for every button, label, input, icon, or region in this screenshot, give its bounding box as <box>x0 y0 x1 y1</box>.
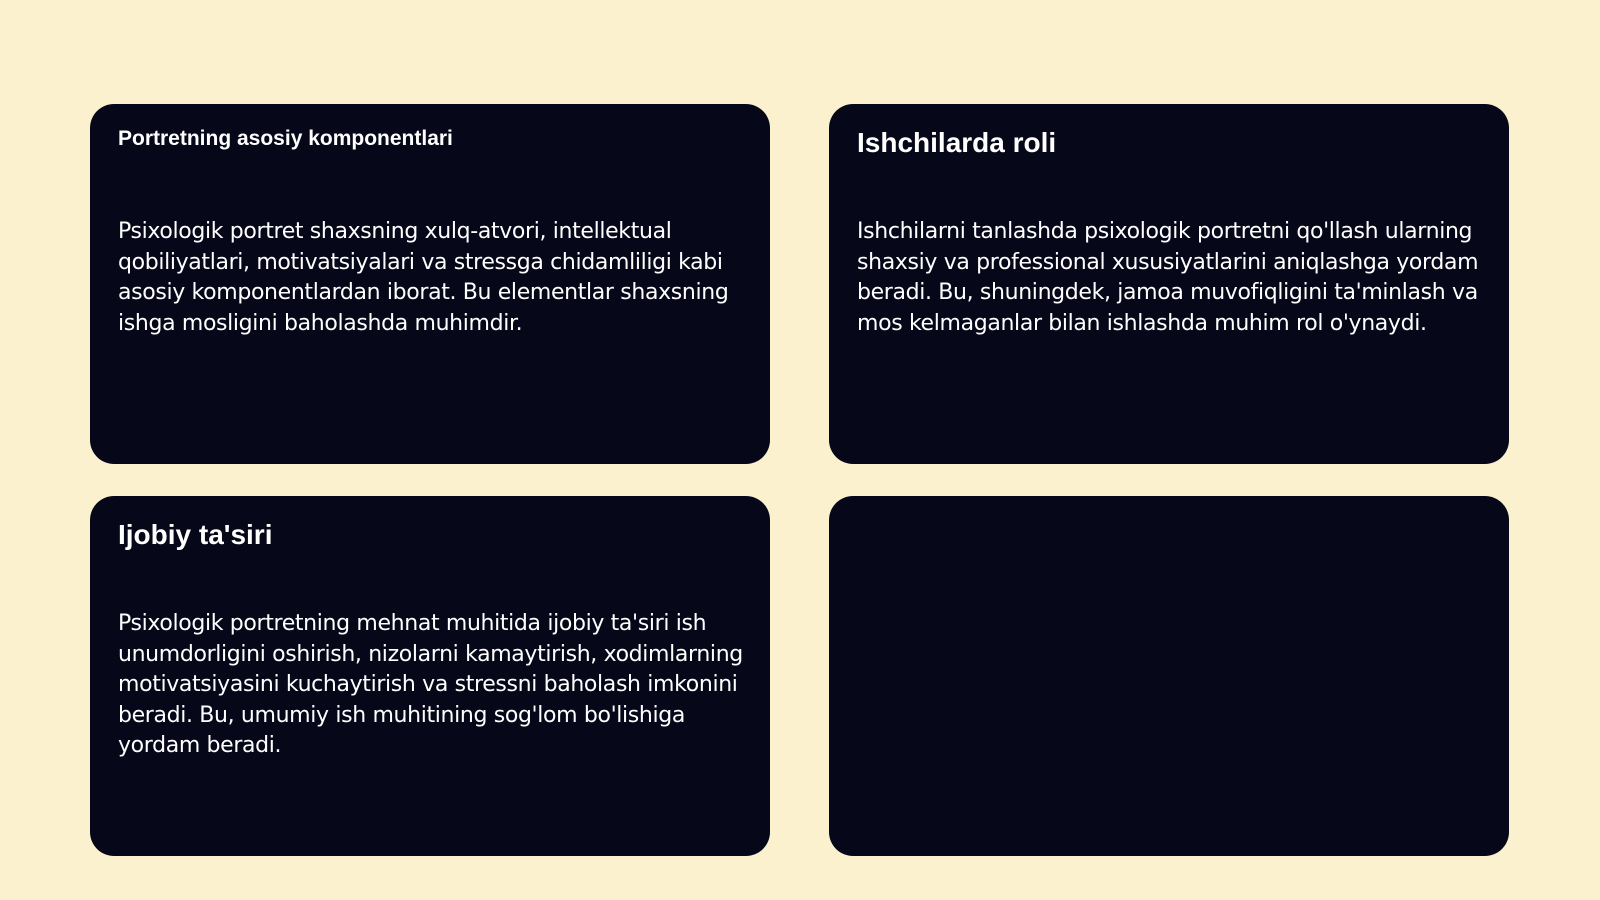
card-body: Psixologik portretning mehnat muhitida ijobiy ta'siri ish unumdorligini oshirish, nizolarni kamaytirish, xodimlarning motivatsiyasini kuchaytirish va stressni baholash imkonini beradi. Bu, umumiy ish muhitining sog'lom bo'lishiga yordam beradi. <box>118 611 743 758</box>
card-title: Ishchilarda roli <box>857 127 1057 158</box>
empty-card <box>829 496 1509 856</box>
card-portrait-components <box>90 104 770 464</box>
card-body: Psixologik portret shaxsning xulq-atvori, intellektual qobiliyatlari, motivatsiyalari va stressga chidamliligi kabi asosiy komponentlardan iborat. Bu elementlar shaxsning ishga mosligini baholashda muhimdir. <box>118 219 729 336</box>
card-body: Ishchilarni tanlashda psixologik portretni qo'llash ularning shaxsiy va professional xususiyatlarini aniqlashga yordam beradi. Bu, shuningdek, jamoa muvofiqligini ta'minlash va mos kelmaganlar bilan ishlashda muhim rol o'ynaydi. <box>857 219 1479 336</box>
card-title: Portretning asosiy komponentlari <box>118 127 453 150</box>
card-title: Ijobiy ta'siri <box>118 519 273 550</box>
card-positive-impact <box>90 496 770 856</box>
card-role-in-workers <box>829 104 1509 464</box>
